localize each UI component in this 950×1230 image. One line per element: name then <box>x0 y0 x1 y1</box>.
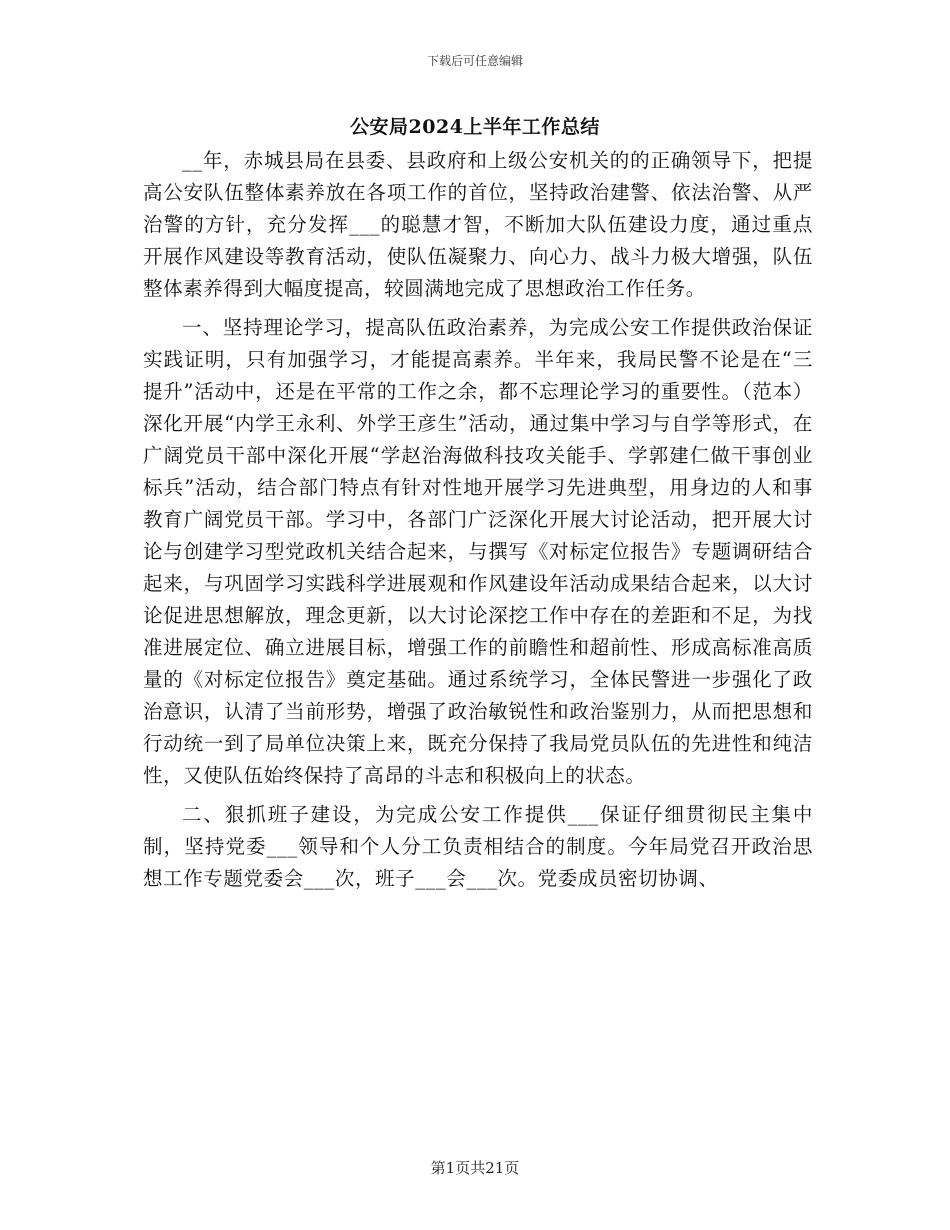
page-number: 第1页共21页 <box>430 1159 520 1177</box>
paragraph-section-2: 二、狠抓班子建设，为完成公安工作提供___保证仔细贯彻民主集中制，坚持党委___领导和个人分工负责相结合的制度。今年局党召开政治思想工作专题党委会___次，班子___会___次。党委成员密切协调、 <box>143 803 813 890</box>
document-body <box>143 145 813 902</box>
paragraph-section-1: 一、坚持理论学习，提高队伍政治素养，为完成公安工作提供政治保证实践证明，只有加强学习，才能提高素养。半年来，我局民警不论是在“三提升”活动中，还是在平常的工作之余，都不忘理论学习的重要性。（范本）深化开展“内学王永利、外学王彦生”活动，通过集中学习与自学等形式，在广阔党员干部中深化开展“学赵治海做科技攻关能手、学郭建仁做干事创业标兵”活动，结合部门特点有针对性地开展学习先进典型，用身边的人和事教育广阔党员干部。学习中，各部门广泛深化开展大讨论活动，把开展大讨论与创建学习型党政机关结合起来，与撰写《对标定位报告》专题调研结合起来，与巩固学习实践科学进展观和作风建设年活动成果结合起来，以大讨论促进思想解放，理念更新，以大讨论深挖工作中存在的差距和不足，为找准进展定位、确立进展目标，增强工作的前瞻性和超前性、形成高标准高质量的《对标定位报告》奠定基础。通过系统学习，全体民警进一步强化了政治意识，认清了当前形势，增强了政治敏锐性和政治鉴别力，从而把思想和行动统一到了局单位决策上来，既充分保持了我局党员队伍的先进性和纯洁性，又使队伍始终保持了高昂的斗志和积极向上的状态。 <box>143 316 813 787</box>
header-note: 下载后可任意编辑 <box>426 54 523 68</box>
document-title: 公安局2024上半年工作总结 <box>350 116 600 138</box>
paragraph-intro: __年，赤城县局在县委、县政府和上级公安机关的的正确领导下，把提高公安队伍整体素养放在各项工作的首位，坚持政治建警、依法治警、从严治警的方针，充分发挥___的聪慧才智，不断加大队伍建设力度，通过重点开展作风建设等教育活动，使队伍凝聚力、向心力、战斗力极大增强，队伍整体素养得到大幅度提高，较圆满地完成了思想政治工作任务。 <box>143 149 813 300</box>
